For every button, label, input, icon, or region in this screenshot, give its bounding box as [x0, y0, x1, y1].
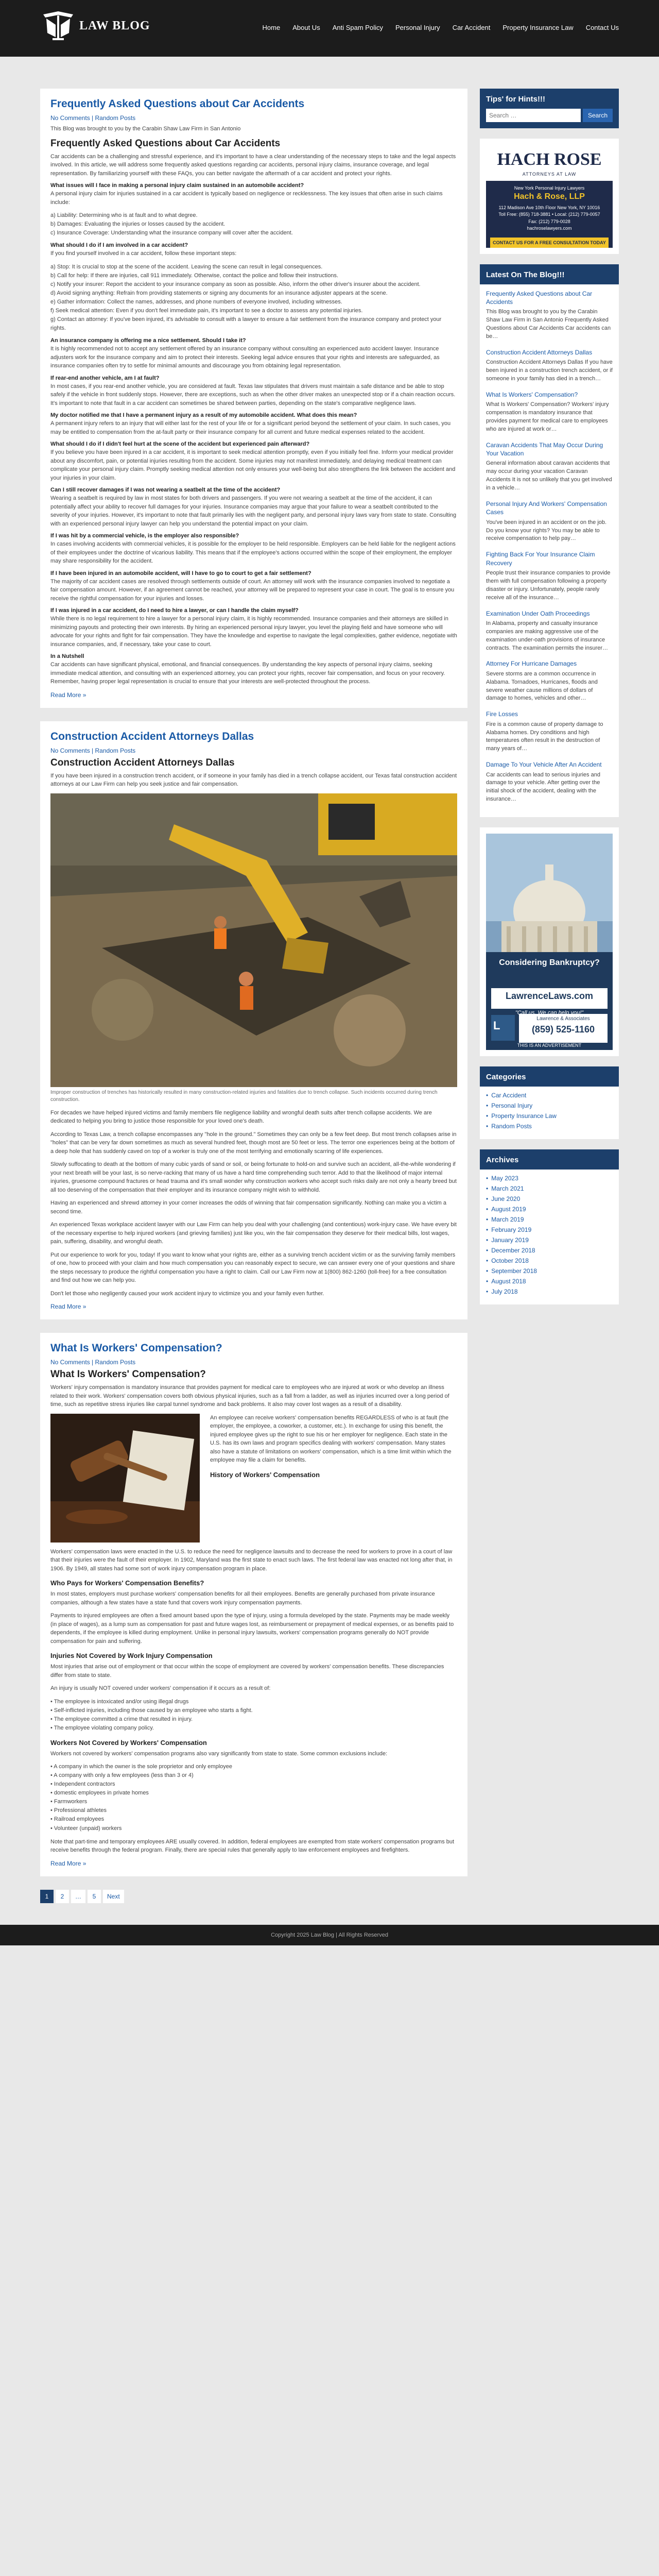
- list-item: c) Insurance Coverage: Understanding what the insurance company will cover after the accident.: [50, 230, 293, 236]
- paragraph: Put our experience to work for you, today! If you want to know what your rights are, either as a surviving trench accident victim or as the surviving family members of one, how to proceed with your claim and how much compensation you can reasonably expect to secure, we can answer every one of your questions and share the steps necessary to produce the rightful compensation you have a right to claim. Call our Law Firm now at 1(800) 862-1260 (toll-free) for a free consultation and find out how we can help you.: [50, 1251, 456, 1284]
- post-title-link[interactable]: Construction Accident Attorneys Dallas: [50, 730, 254, 742]
- answer: It is highly recommended not to accept any settlement offered by an insurance company without consulting an experienced auto accident lawyer. Insurance adjusters work for the insurance company and aim to protect their interests. Seeking legal advice ensures that your rights and interests are safeguarded, as insurance companies often try to settle for minimal amounts and discourage you from obtaining legal representation.: [50, 346, 440, 369]
- paragraph: Workers' compensation laws were enacted in the U.S. to reduce the need for negligence lawsuits and to decrease the need for workers to prove in a court of law that their injuries were the fault of their employer. In 1902, Maryland was the first state to enact such laws. The first federal law was enacted not long after that, in 1906. By 1949, all states had some sort of work injury compensation program in place.: [50, 1548, 453, 1572]
- hach-rose-url: hachroselawyers.com: [527, 226, 572, 231]
- archive-link[interactable]: • January 2019: [486, 1236, 613, 1244]
- site-name: LAW BLOG: [79, 19, 150, 32]
- widget-title: Archives: [486, 1156, 519, 1165]
- paragraph: Having an experienced and shrewd attorney in your corner increases the odds of winning that fair compensation significantly. Nothing can make you a victim a second time.: [50, 1200, 446, 1215]
- paragraph: Note that part-time and temporary employees ARE usually covered. In addition, federal employees are exempted from state workers' compensation programs but receive benefits through the federal program. Finally, there are special rules that generally apply to law enforcement employees and firefighters.: [50, 1838, 455, 1854]
- list-item: g) Contact an attorney: If you've been injured, it's advisable to consult with a lawyer to ensure a fair settlement from the insurance company and protect your rights.: [50, 316, 442, 331]
- paragraph: According to Texas Law, a trench collapse encompasses any "hole in the ground." Sometimes they can only be a few feet deep. But most trench collapses arise in "holes" that can be very far down sometimes as much as several hundred feet, though most are 50 feet or less. The terror one experiences being at the bottom of a deep hole that has suddenly caved on top of a worker is truly one of the most terrifying and emotionally scarring of life experiences.: [50, 1131, 457, 1155]
- post-title-link[interactable]: Frequently Asked Questions about Car Accidents: [50, 98, 305, 110]
- gavel-icon: [50, 1414, 200, 1543]
- categories-list: [480, 1087, 619, 1139]
- page-2[interactable]: 2: [56, 1890, 69, 1903]
- section-heading: Who Pays for Workers' Compensation Benefits?: [50, 1579, 204, 1587]
- answer: A permanent injury refers to an injury that will either last for the rest of your life or for a significant period beyond the settlement of your claim. In such cases, you may be entitled to compensation from the at-fault party or their insurance company for all current and future medical expenses related to the accident.: [50, 420, 451, 435]
- latest-post: [486, 441, 613, 493]
- hach-rose-subtitle: ATTORNEYS AT LAW: [486, 172, 613, 181]
- paragraph: For decades we have helped injured victims and family members file negligence liability and wrongful death suits after trench collapse accidents. We are dedicated to helping you bring to justice those responsible for your loved one's death.: [50, 1109, 432, 1125]
- hach-rose-fax: Fax: (212) 779-0028: [528, 218, 570, 224]
- post-workers-compensation: [40, 1333, 467, 1876]
- question: If I was injured in a car accident, do I need to hire a lawyer, or can I handle the claim myself?: [50, 607, 299, 614]
- read-more-link[interactable]: Read More »: [50, 691, 86, 699]
- latest-post: [486, 609, 613, 653]
- latest-post-title[interactable]: What Is Workers' Compensation?: [486, 391, 578, 399]
- list-item: • Professional athletes: [50, 1807, 107, 1814]
- paragraph: An experienced Texas workplace accident lawyer with our Law Firm can help you deal with your challenging (and contentious) work-injury case. We have every bit of the necessary expertise to help injured workers (and grieving families) just like you, win the fair compensation they deserve for their medical bills, lost wages, pain, suffering, disability, and wrongful death.: [50, 1222, 457, 1245]
- archive-link[interactable]: • December 2018: [486, 1247, 613, 1254]
- latest-post-excerpt: In Alabama, property and casualty insurance companies are making aggressive use of the examination under-oath provisions of insurance contracts. The examination permits the insurer…: [486, 620, 609, 651]
- site-logo[interactable]: [40, 9, 150, 42]
- categories-widget: [480, 1066, 619, 1139]
- archive-link[interactable]: • June 2020: [486, 1195, 613, 1202]
- workers-comp-intro: [50, 1414, 457, 1543]
- post-meta[interactable]: No Comments | Random Posts: [50, 114, 136, 122]
- page-5[interactable]: 5: [88, 1890, 101, 1903]
- latest-post-excerpt: Car accidents can lead to serious injuries and damage to your vehicle. After getting over the initial shock of the accident, dealing with the insurance…: [486, 771, 600, 803]
- section-heading: Workers Not Covered by Workers' Compensation: [50, 1738, 207, 1747]
- question: What should I do if I am involved in a car accident?: [50, 242, 188, 249]
- archive-link[interactable]: • August 2019: [486, 1206, 613, 1213]
- nav-contact-us[interactable]: Contact Us: [585, 24, 619, 31]
- paragraph: Workers' injury compensation is mandatory insurance that provides payment for medical care to employees who are injured at work or who develop an illness related to their work. Workers' compensation covers both obvious physical injuries, such as a fall from a ladder, as well as injuries incurred over a long period of time, such as repetitive stress injuries like carpal tunnel syndrome and back problems. It also may cover lost wages as a result of a disability.: [50, 1384, 449, 1408]
- lawrence-headline: Considering Bankruptcy?: [499, 958, 600, 968]
- lawrence-phone: (859) 525-1160: [531, 1024, 595, 1035]
- paragraph: Car accidents can be a challenging and stressful experience, and it's important to have a clear understanding of the necessary steps to take and the legal aspects involved. In this article, we will address some frequently asked questions regarding car accidents, personal injury claims, insurance coverage, and legal representation. By familiarizing yourself with these FAQs, you can better navigate the aftermath of a car accident and protect your rights.: [50, 153, 456, 177]
- paragraph: If you have been injured in a construction trench accident, or if someone in your family has died in a trench collapse accident, our Texas fatal construction accident attorneys at our Law Firm can help you seek justice and fair compensation.: [50, 772, 457, 788]
- nav-car-accident[interactable]: Car Accident: [452, 24, 491, 31]
- latest-post-excerpt: This Blog was brought to you by the Carabin Shaw Law Firm in San Antonio Frequently Asked Questions about Car Accidents Car accidents can be…: [486, 309, 611, 340]
- latest-post: [486, 550, 613, 602]
- gavel-photo: [50, 1414, 200, 1543]
- latest-post-title[interactable]: Personal Injury And Workers' Compensation Cases: [486, 500, 607, 516]
- paragraph: Most injuries that arise out of employment or that occur within the scope of employment are covered by workers' compensation benefits. These discrepancies differ from state to state.: [50, 1664, 444, 1679]
- hach-rose-ad[interactable]: [480, 139, 619, 254]
- lawrence-call: "Call us. We can help you!": [515, 1010, 584, 1016]
- lawrence-site: LawrenceLaws.com: [505, 991, 594, 1002]
- list-item: • Volunteer (unpaid) workers: [50, 1825, 122, 1832]
- latest-post: [486, 500, 613, 543]
- archives-list: [480, 1170, 619, 1304]
- list-item: • The employee violating company policy.: [50, 1724, 154, 1731]
- list-item: • domestic employees in private homes: [50, 1790, 149, 1797]
- list-item: b) Damages: Evaluating the injuries or losses caused by the accident.: [50, 221, 226, 228]
- question: An insurance company is offering me a nice settlement. Should I take it?: [50, 337, 246, 344]
- latest-post: [486, 710, 613, 753]
- page-ellipsis: …: [71, 1890, 85, 1903]
- read-more-link[interactable]: Read More »: [50, 1303, 86, 1311]
- archive-link[interactable]: • May 2023: [486, 1175, 613, 1182]
- latest-posts-widget: [480, 264, 619, 817]
- hach-rose-tagline: New York Personal Injury Lawyers: [514, 185, 585, 191]
- archive-link[interactable]: • July 2018: [486, 1288, 613, 1295]
- lawrence-firm: Lawrence & Associates: [536, 1016, 590, 1022]
- pagination: [40, 1890, 467, 1903]
- list-item: • The employee committed a crime that resulted in injury.: [50, 1716, 193, 1722]
- question: If rear-end another vehicle, am I at fault?: [50, 375, 160, 381]
- question: If I was hit by a commercial vehicle, is the employer also responsible?: [50, 533, 239, 539]
- latest-post-title[interactable]: Attorney For Hurricane Damages: [486, 660, 577, 668]
- main-navigation: [263, 24, 619, 31]
- latest-post-excerpt: Construction Accident Attorneys Dallas If you have been injured in a construction trench accident, or if someone in your family has died in a trench…: [486, 359, 613, 382]
- answer: In most cases, if you rear-end another vehicle, you are considered at fault. Texas law stipulates that drivers must maintain a safe distance and be able to stop safely if the vehicle in front suddenly stops. However, there are exceptions, such as when the other driver makes an unexpected stop or if a chain reaction occurs. It's important to note that fault in a car accident can sometimes be shared between parties, depending on the state's comparative negligence laws.: [50, 383, 456, 406]
- archive-link[interactable]: • September 2018: [486, 1267, 613, 1275]
- hach-rose-logo: HACH ROSE: [486, 145, 613, 172]
- list-item: d) Avoid signing anything: Refrain from providing statements or signing any documents for an insurance adjuster appears at the scene.: [50, 290, 388, 296]
- latest-post-excerpt: General information about caravan accidents that may occur during your vacation Caravan Accidents It is not so unlikely that you get involved in a vehicle…: [486, 460, 612, 492]
- latest-post: [486, 348, 613, 383]
- list: [50, 1698, 457, 1733]
- paragraph: Slowly suffocating to death at the bottom of many cubic yards of sand or soil, or being fortunate to hold-on and survive such an accident, all-the-while wondering if your next breath will be your last, is so nerve-racking that many of us have a hard time comprehending such terror. Add to that the likelihood of major internal injuries, gruesome compound fractures or head trauma and it's small wonder why construction workers who accept such risks daily are not only a hearty breed but all too deserving of the compensation that their employer and its insurance company might wish to withhold.: [50, 1161, 457, 1193]
- latest-post: [486, 290, 613, 341]
- post-heading: What Is Workers' Compensation?: [50, 1369, 206, 1380]
- paragraph: An injury is usually NOT covered under workers' compensation if it occurs as a result of:: [50, 1685, 271, 1692]
- hach-rose-cta[interactable]: CONTACT US FOR A FREE CONSULTATION TODAY: [490, 238, 609, 248]
- latest-post-title[interactable]: Damage To Your Vehicle After An Accident: [486, 761, 602, 769]
- widget-title: Categories: [486, 1073, 526, 1082]
- nav-anti-spam-policy[interactable]: Anti Spam Policy: [332, 24, 383, 31]
- question: In a Nutshell: [50, 653, 84, 660]
- list-item: a) Stop: It is crucial to stop at the scene of the accident. Leaving the scene can result in legal consequences.: [50, 263, 323, 270]
- answer: Wearing a seatbelt is required by law in most states for both drivers and passengers. If you were not wearing a seatbelt at the time of the accident, it can potentially affect your ability to recover full damages for your injuries. Insurance companies may argue that your failure to wear a seatbelt contributed to the severity of your injuries. However, it's important to note that fault primarily lies with the negligent party, and personal injury laws vary from state to state. Consulting with an experienced personal injury lawyer can help you understand the potential impact on your claim.: [50, 495, 457, 527]
- site-footer: Copyright 2025 Law Blog | All Rights Reserved: [0, 1925, 659, 1945]
- question: Can I still recover damages if I was not wearing a seatbelt at the time of the accident?: [50, 487, 281, 494]
- paragraph: An employee can receive workers' compensation benefits REGARDLESS of who is at fault (the employer, the employee, a coworker, a customer, etc.). In exchange for using this benefit, the injured employee gives up the right to sue his or her employer for negligence. Each state in the U.S. has its own laws and program specifics dealing with workers' compensation. Many states also have a statute of limitations on workers' compensation, which is a time limit within which the employee may file a claim for benefits.: [210, 1414, 452, 1464]
- page-container: [40, 57, 619, 1925]
- hach-rose-ad-banner: [486, 145, 613, 248]
- category-link[interactable]: • Property Insurance Law: [486, 1112, 613, 1120]
- answer: If you find yourself involved in a car accident, follow these important steps:: [50, 250, 237, 257]
- category-link[interactable]: • Car Accident: [486, 1092, 613, 1099]
- widget-title: Latest On The Blog!!!: [486, 270, 565, 279]
- workers-comp-intro-text: [210, 1414, 457, 1543]
- lawrence-laws-ad[interactable]: [480, 827, 619, 1056]
- latest-post-title[interactable]: Construction Accident Attorneys Dallas: [486, 349, 593, 357]
- post-faq-car-accidents: [40, 89, 467, 708]
- sidebar: [480, 89, 619, 1925]
- archive-link[interactable]: • February 2019: [486, 1226, 613, 1233]
- list-item: c) Notify your insurer: Report the accident to your insurance company as soon as possible. Also, inform the other driver's insurer about the accident.: [50, 281, 421, 287]
- latest-post-excerpt: What Is Workers' Compensation? Workers' injury compensation is mandatory insurance that provides payment for medical care to employees who are injured at work or…: [486, 401, 609, 433]
- answer: While there is no legal requirement to hire a lawyer for a personal injury claim, it is highly recommended. Insurance companies and their attorneys are skilled in minimizing payouts and protecting their own interests. By hiring an experienced personal injury lawyer, you level the playing field and have someone who will advocate for your rights and fight for fair compensation. They have the knowledge and expertise to navigate the legal complexities, gather evidence, negotiate with insurance companies, and, if necessary, take your case to court.: [50, 616, 457, 648]
- list-item: • The employee is intoxicated and/or using illegal drugs: [50, 1698, 189, 1705]
- search-button[interactable]: Search: [583, 109, 613, 122]
- nav-about-us[interactable]: About Us: [292, 24, 320, 31]
- archive-link[interactable]: • October 2018: [486, 1257, 613, 1264]
- latest-post-title[interactable]: Fire Losses: [486, 710, 518, 718]
- latest-post-excerpt: You've been injured in an accident or on the job. Do you know your rights? You may be able to receive compensation to help pay…: [486, 519, 607, 542]
- answer: In cases involving accidents with commercial vehicles, it is possible for the employer to be held responsible. Employers can be held liable for the negligent actions of their employees under the doctrine of vicarious liability. This means that if the employee's actions occurred within the scope of their employment, the employer may share responsibility for the accident.: [50, 541, 456, 565]
- list: [50, 1762, 457, 1833]
- latest-post-excerpt: Severe storms are a common occurrence in Alabama. Tornadoes, Hurricanes, floods and severe weather cause millions of dollars of damage to homes, vehicles and other…: [486, 670, 598, 702]
- nav-home[interactable]: Home: [262, 24, 281, 31]
- section-heading: Injuries Not Covered by Work Injury Compensation: [50, 1652, 213, 1660]
- post-heading: Frequently Asked Questions about Car Accidents: [50, 138, 281, 149]
- answer: If you believe you have been injured in a car accident, it is important to seek medical attention promptly, even if you initially feel fine. Inform your medical provider about any discomfort, pain, or potential injuries resulting from the accident. Some injuries may not manifest immediately, and delaying medical treatment can complicate your personal injury claim. Promptly seeking medical attention not only ensures your well-being but also strengthens the link between the accident and your injuries in your claim.: [50, 449, 456, 481]
- page-next[interactable]: Next: [103, 1890, 124, 1903]
- question: My doctor notified me that I have a permanent injury as a result of my automobile accident. What does this mean?: [50, 412, 357, 419]
- post-meta[interactable]: No Comments | Random Posts: [50, 747, 136, 754]
- section-heading: History of Workers' Compensation: [210, 1470, 320, 1479]
- list-item: • Independent contractors: [50, 1781, 115, 1788]
- search-widget: [480, 89, 619, 128]
- widget-title: Tips' for Hints!!!: [486, 95, 545, 104]
- nav-personal-injury[interactable]: Personal Injury: [395, 24, 440, 31]
- lawrence-disclaimer: THIS IS AN ADVERTISEMENT: [517, 1043, 582, 1048]
- list: [50, 263, 457, 333]
- excavator-trench-illustration-icon: [50, 793, 457, 1087]
- question: What should I do if I didn't feel hurt at the scene of the accident but experienced pain afterward?: [50, 441, 310, 448]
- list-item: • A company with only a few employees (less than 3 or 4): [50, 1772, 194, 1779]
- hach-rose-firm-name: Hach & Rose, LLP: [514, 192, 585, 201]
- trench-collapse-photo: [50, 793, 457, 1087]
- hach-rose-phone: Toll Free: (855) 718-3881 • Local: (212) 779-0057: [498, 212, 600, 217]
- question: What issues will I face in making a personal injury claim sustained in an automobile accident?: [50, 182, 304, 189]
- list-item: • Railroad employees: [50, 1816, 105, 1823]
- lawrence-laws-ad-banner: [486, 834, 613, 1050]
- list-item: • Self-inflicted injuries, including those caused by an employee who starts a fight.: [50, 1707, 253, 1714]
- read-more-link[interactable]: Read More »: [50, 1859, 86, 1867]
- main-content: [40, 89, 467, 1925]
- scales-of-justice-logo-icon: [40, 9, 76, 42]
- post-construction-accident: [40, 721, 467, 1320]
- list-item: b) Call for help: If there are injuries, call 911 immediately. Otherwise, contact the police and follow their instructions.: [50, 272, 339, 279]
- paragraph: In most states, employers must purchase workers' compensation benefits for all their employees. Benefits are generally purchased from private insurance companies, although a few states have a state fund that covers work injury compensation payments.: [50, 1591, 435, 1606]
- paragraph: Payments to injured employees are often a fixed amount based upon the type of injury, using a formula developed by the state. Payments may be made weekly (in place of wages), as a lump sum as compensation for past and future wages lost, as reimbursement or prepayment of medical expenses, or as benefits paid to dependents, if the employee is killed during employment. Unlike in personal injury lawsuits, workers' compensation programs generally do NOT provide compensation for pain and suffering.: [50, 1613, 454, 1645]
- post-heading: Construction Accident Attorneys Dallas: [50, 757, 235, 768]
- category-link[interactable]: • Personal Injury: [486, 1102, 613, 1109]
- latest-post-title[interactable]: Caravan Accidents That May Occur During Your Vacation: [486, 442, 603, 457]
- latest-post-title[interactable]: Examination Under Oath Proceedings: [486, 609, 590, 617]
- question: If I have been injured in an automobile accident, will I have to go to court to get a fair settlement?: [50, 570, 311, 577]
- archive-link[interactable]: • March 2021: [486, 1185, 613, 1192]
- latest-posts-list: [480, 284, 619, 817]
- paragraph: Don't let those who negligently caused your work accident injury to victimize you and your family even further.: [50, 1290, 324, 1297]
- post-meta[interactable]: No Comments | Random Posts: [50, 1359, 136, 1366]
- latest-post: [486, 391, 613, 434]
- latest-post: [486, 760, 613, 804]
- archive-link[interactable]: • August 2018: [486, 1278, 613, 1285]
- answer: A personal injury claim for injuries sustained in a car accident is typically based on negligence or recklessness. The key issues that often arise in such claims include:: [50, 191, 443, 206]
- paragraph: Workers not covered by workers' compensation programs also vary significantly from state to state. Some common exclusions include:: [50, 1750, 388, 1757]
- list-item: • A company in which the owner is the sole proprietor and only employee: [50, 1764, 232, 1770]
- answer: The majority of car accident cases are resolved through settlements outside of court. An attorney will work with the insurance companies involved to negotiate a fair compensation amount. However, if an agreement cannot be reached, your attorney will be prepared to represent your case in court. The goal is to ensure you receive the rightful compensation for your injuries and losses.: [50, 578, 455, 602]
- archives-widget: [480, 1149, 619, 1304]
- answer: Car accidents can have significant physical, emotional, and financial consequences. By understanding the key aspects of personal injury claims, seeking immediate medical attention, and consulting with an experienced attorney, you can protect your rights, recover fair compensation, and focus on your recovery. Remember, having proper legal representation is crucial to ensure that your interests are well-protected throughout the process.: [50, 662, 445, 685]
- post-title-link[interactable]: What Is Workers' Compensation?: [50, 1342, 222, 1354]
- list-item: a) Liability: Determining who is at fault and to what degree.: [50, 212, 198, 218]
- post-intro: This Blog was brought to you by the Carabin Shaw Law Firm in San Antonio: [50, 126, 241, 132]
- list-item: e) Gather information: Collect the names, addresses, and phone numbers of everyone involved, including witnesses.: [50, 298, 342, 305]
- nav-property-insurance-law[interactable]: Property Insurance Law: [502, 24, 574, 31]
- latest-post-title[interactable]: Frequently Asked Questions about Car Accidents: [486, 290, 593, 306]
- lawrence-monogram: L: [493, 1019, 500, 1032]
- latest-post: [486, 659, 613, 703]
- archive-link[interactable]: • March 2019: [486, 1216, 613, 1223]
- latest-post-excerpt: Fire is a common cause of property damage to Alabama homes. Dry conditions and high temperatures often result in the destruction of many years of…: [486, 721, 603, 752]
- list: [50, 211, 457, 238]
- hach-rose-address: 112 Madison Ave 10th Floor New York, NY 10016: [498, 205, 600, 210]
- category-link[interactable]: • Random Posts: [486, 1123, 613, 1130]
- latest-post-title[interactable]: Fighting Back For Your Insurance Claim Recovery: [486, 551, 595, 567]
- search-input[interactable]: [486, 109, 581, 122]
- page-1[interactable]: 1: [40, 1890, 54, 1903]
- site-header: [0, 0, 659, 57]
- list-item: f) Seek medical attention: Even if you don't feel immediate pain, it's important to see a doctor to assess any potential injuries.: [50, 307, 363, 314]
- latest-post-excerpt: People trust their insurance companies to provide them with full compensation following a property disaster or injury. Unfortunately, people rarely receive all of the insurance…: [486, 569, 611, 601]
- photo-caption: Improper construction of trenches has historically resulted in many construction-related injuries and fatalities due to trench collapse. Such incidents occurred during trench construction.: [50, 1089, 438, 1103]
- list-item: • Farmworkers: [50, 1799, 88, 1805]
- search-form: [480, 109, 619, 128]
